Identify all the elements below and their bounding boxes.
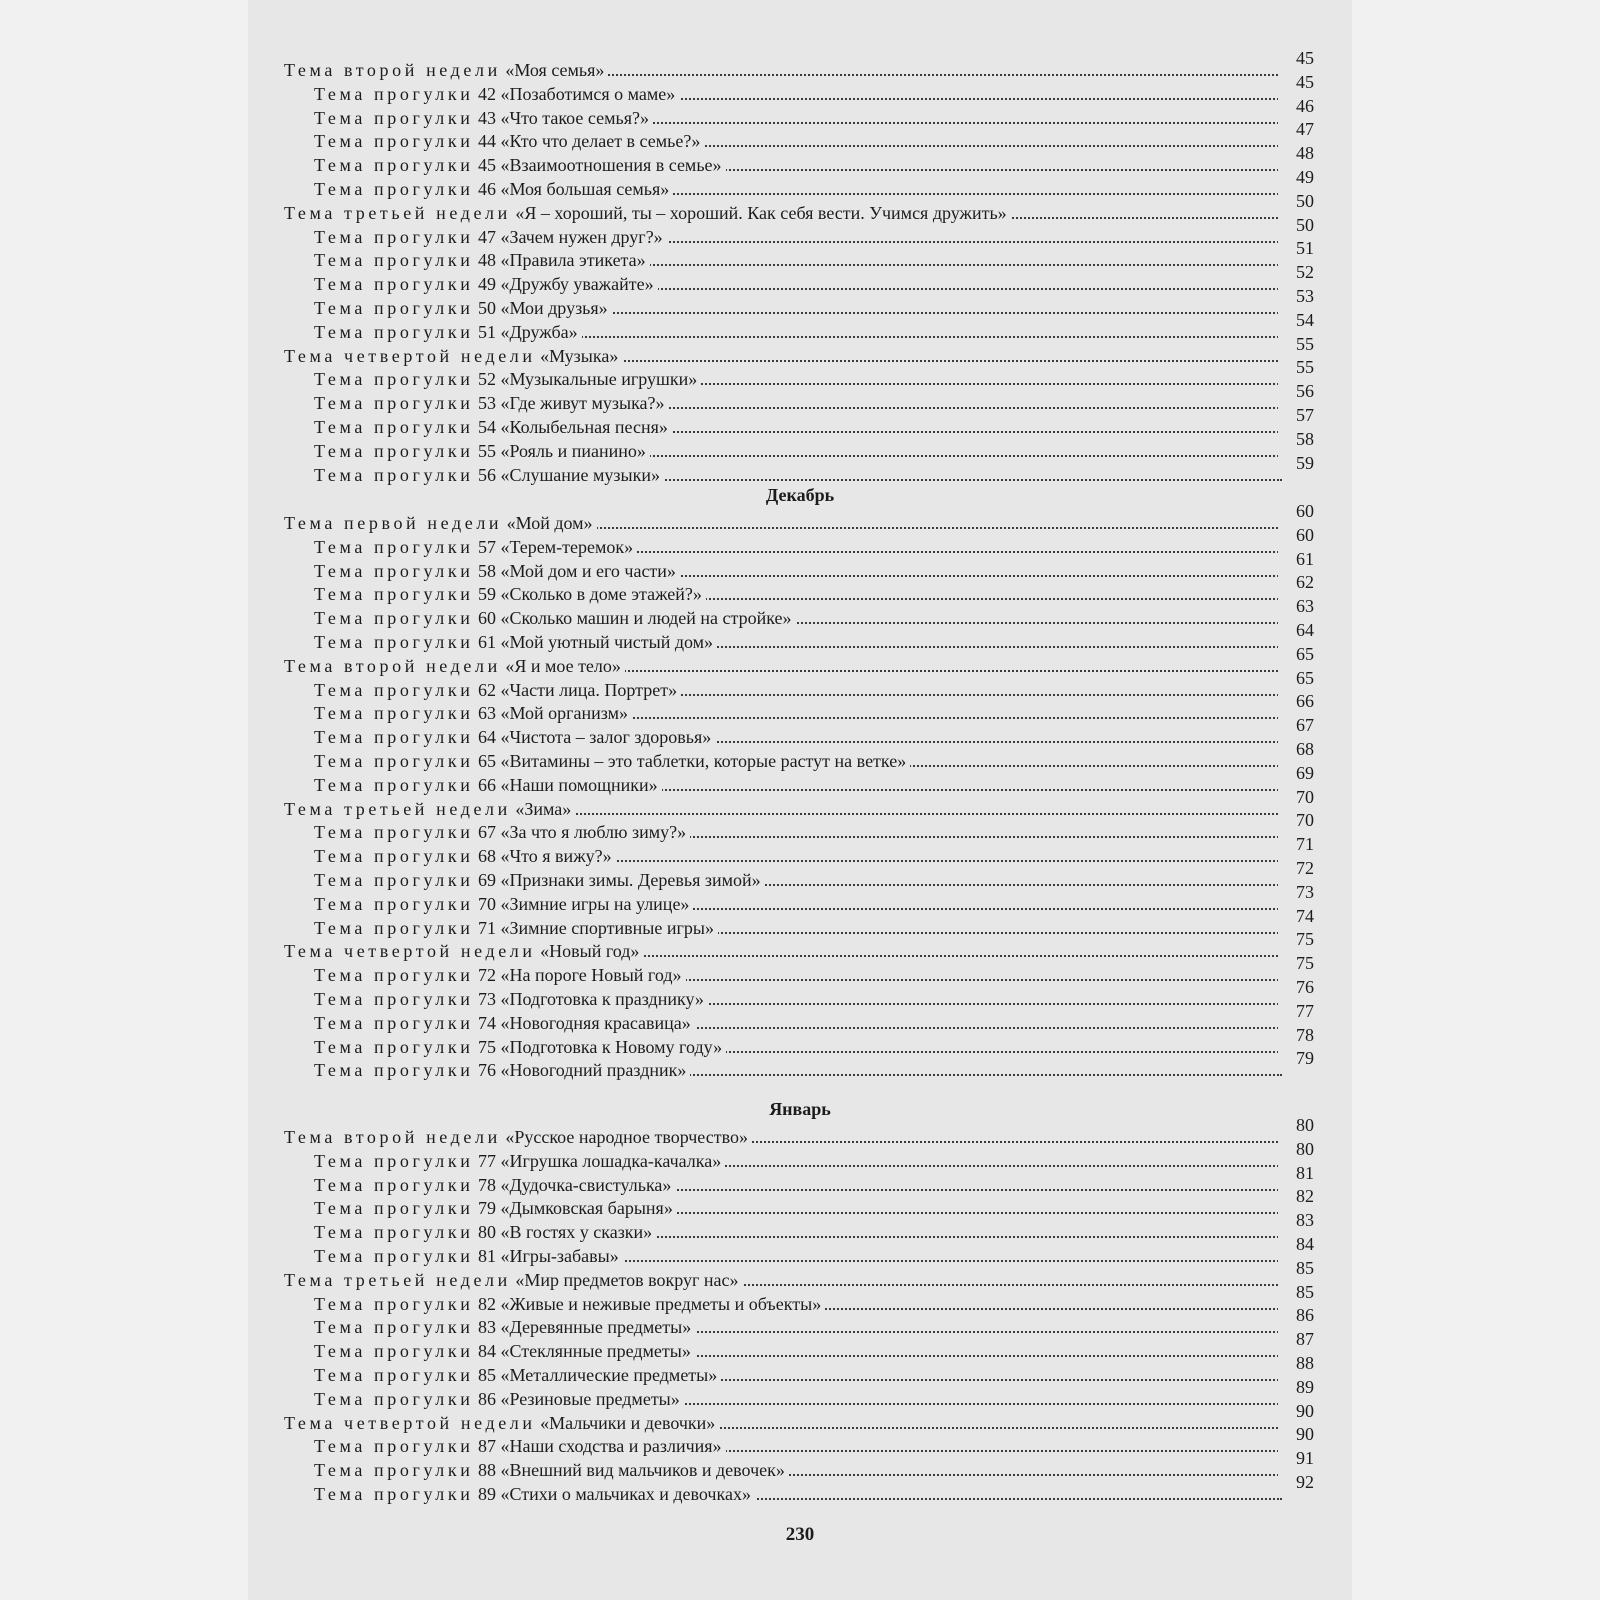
toc-walk-entry [0,286,1600,320]
toc-entry-prefix: Тема прогулки [314,1150,474,1171]
toc-walk-entry [0,1424,1600,1458]
toc-page-number: 85 [1278,1256,1314,1280]
toc-entry-prefix: Тема прогулки [314,560,474,581]
toc-entry-title: 83 «Деревянные предметы» [477,1317,692,1338]
toc-walk-entry [0,739,1600,773]
toc-entry-title: 79 «Дымковская барыня» [477,1198,673,1219]
toc-page-number: 47 [1278,117,1314,141]
toc-entry-label [314,296,612,320]
toc-entry-prefix: Тема прогулки [314,274,474,295]
toc-page-number: 60 [1278,523,1314,547]
toc-entry-label [284,797,575,821]
toc-entry-label [314,963,686,987]
toc-entry-title: 89 «Стихи о мальчиках и девочках» [477,1484,751,1504]
toc-page-number: 90 [1278,1399,1314,1423]
toc-entry-prefix: Тема первой недели [284,513,503,533]
toc-entry-prefix: Тема прогулки [314,846,474,867]
toc-entry-title: «Я – хороший, ты – хороший. Как себя вести. Учимся дружить» [515,202,1007,223]
toc-entry-prefix: Тема прогулки [314,1317,474,1338]
toc-entry-label [314,916,718,940]
toc-page-number: 65 [1278,642,1314,666]
toc-week-entry [0,929,1600,963]
toc-walk-entry [0,381,1600,415]
toc-page-number: 73 [1278,880,1314,904]
toc-entry-title: 64 «Чистота – залог здоровья» [477,727,712,748]
toc-entry-prefix: Тема прогулки [314,1484,474,1504]
toc-entry-prefix: Тема прогулки [314,1436,474,1457]
toc-entry-title: 60 «Сколько машин и людей на стройке» [477,608,792,629]
toc-page-number: 54 [1278,308,1314,332]
toc-walk-entry [0,977,1600,1011]
toc-entry-title: «Новый год» [540,941,640,962]
page-number: 230 [785,1524,815,1545]
toc-entry-prefix: Тема прогулки [314,226,474,247]
toc-entry-title: 61 «Мой уютный чистый дом» [477,632,714,652]
toc-entry-label [314,1387,684,1411]
toc-entry-title: 67 «За что я люблю зиму?» [477,822,687,843]
toc-entry-label [314,225,667,249]
toc-entry-title: 71 «Зимние спортивные игры» [477,917,714,938]
toc-entry-label [314,1363,721,1387]
toc-week-entry [0,786,1600,821]
toc-entry-title: 74 «Новогодняя красавица» [477,1012,691,1033]
toc-entry-prefix: Тема третьей недели [284,798,511,819]
toc-entry-label [284,1268,742,1292]
toc-walk-entry [0,309,1600,344]
toc-page-number: 81 [1278,1161,1314,1185]
toc-page-number: 75 [1278,927,1314,951]
toc-walk-entry [0,1329,1600,1363]
toc-walk-entry [0,71,1600,106]
toc-entry-label [314,1173,675,1197]
toc-entry-prefix: Тема прогулки [314,751,474,771]
toc-walk-entry [0,262,1600,296]
toc-entry-label [314,535,637,559]
toc-entry-prefix: Тема прогулки [314,440,474,461]
toc-walk-entry [0,1305,1600,1339]
toc-entry-prefix: Тема прогулки [314,584,474,605]
toc-entry-label [314,701,632,725]
toc-walk-entry [0,1448,1600,1482]
toc-walk-entry [0,1186,1600,1220]
toc-entry-label [284,1411,719,1435]
toc-entry-prefix: Тема прогулки [314,1365,474,1385]
toc-page-number: 74 [1278,904,1314,928]
toc-walk-entry [0,953,1600,987]
toc-entry-title: 45 «Взаимоотношения в семье» [477,155,722,176]
toc-week-entry [0,643,1600,678]
toc-entry-label [284,654,625,678]
toc-page-number: 77 [1278,999,1314,1023]
toc-entry-prefix: Тема прогулки [314,1341,474,1362]
toc-walk-entry [0,762,1600,797]
toc-page-number: 88 [1278,1351,1314,1375]
toc-entry-label [314,248,650,272]
toc-entry-title: 54 «Колыбельная песня» [477,417,668,437]
toc-walk-entry [0,1281,1600,1316]
toc-page-number: 85 [1278,1280,1314,1304]
month-heading: Декабрь [765,485,835,505]
toc-entry-title: 55 «Рояль и пианино» [477,440,646,461]
toc-entry-label [284,344,622,368]
toc-week-entry [0,48,1600,82]
toc-entry-prefix: Тема прогулки [314,1246,474,1266]
toc-entry-prefix: Тема прогулки [314,1460,474,1481]
toc-entry-label [314,367,701,391]
toc-page-number: 70 [1278,808,1314,832]
toc-week-entry [0,333,1600,368]
toc-entry-prefix: Тема прогулки [314,155,474,176]
toc-walk-entry [0,167,1600,201]
toc-entry-prefix: Тема прогулки [314,536,474,557]
toc-entry-prefix: Тема прогулки [314,393,474,414]
toc-entry-prefix: Тема прогулки [314,83,474,104]
toc-page-number: 82 [1278,1184,1314,1208]
toc-page-number: 70 [1278,785,1314,809]
toc-entry-prefix: Тема третьей недели [284,202,511,223]
toc-entry-label [314,892,693,916]
toc-walk-entry [0,1353,1600,1387]
toc-entry-prefix: Тема прогулки [314,989,474,1009]
toc-walk-entry [0,1210,1600,1244]
toc-entry-prefix: Тема третьей недели [284,1269,511,1290]
toc-page-number: 84 [1278,1232,1314,1256]
toc-entry-title: 58 «Мой дом и его части» [477,560,676,581]
toc-entry-prefix: Тема прогулки [314,727,474,748]
toc-entry-label [314,1434,726,1458]
toc-walk-entry [0,428,1600,463]
toc-entry-title: 46 «Моя большая семья» [477,179,670,199]
toc-page-number: 86 [1278,1303,1314,1327]
toc-entry-title: 66 «Наши помощники» [477,774,658,795]
toc-entry-label [314,868,765,892]
toc-entry-prefix: Тема второй недели [284,60,501,80]
toc-page-number: 49 [1278,165,1314,189]
toc-page-number: 53 [1278,284,1314,308]
toc-page-number: 71 [1278,832,1314,856]
toc-entry-prefix: Тема прогулки [314,250,474,271]
toc-entry-label [314,1011,695,1035]
toc-entry-label [314,153,726,177]
toc-page-number: 80 [1278,1113,1314,1137]
toc-entry-title: 78 «Дудочка-свистулька» [477,1174,672,1195]
toc-entry-label [314,630,717,654]
toc-page-number: 75 [1278,951,1314,975]
toc-page-number: 80 [1278,1137,1314,1161]
toc-entry-prefix: Тема прогулки [314,321,474,342]
toc-entry-label [314,987,708,1011]
toc-entry-label [314,439,650,463]
toc-entry-title: 72 «На пороге Новый год» [477,965,682,986]
toc-entry-title: 56 «Слушание музыки» [477,464,661,485]
toc-page-number: 50 [1278,213,1314,237]
toc-page-number: 56 [1278,379,1314,403]
toc-entry-title: «Мой дом» [506,513,593,533]
toc-page-number: 91 [1278,1446,1314,1470]
toc-entry-label [314,1220,656,1244]
toc-page-number: 58 [1278,427,1314,451]
toc-entry-label [314,106,653,130]
toc-page-number: 46 [1278,94,1314,118]
toc-entry-label [314,1339,695,1363]
toc-page-number: 67 [1278,713,1314,737]
toc-entry-prefix: Тема прогулки [314,107,474,128]
toc-entry-title: 65 «Витамины – это таблетки, которые растут на ветке» [477,751,907,771]
toc-entry-title: 59 «Сколько в доме этажей?» [477,584,702,605]
toc-entry-title: 51 «Дружба» [477,321,578,342]
toc-page-number: 63 [1278,594,1314,618]
toc-walk-entry [0,572,1600,606]
toc-entry-label [314,177,673,201]
toc-page-number: 57 [1278,403,1314,427]
toc-entry-title: 88 «Внешний вид мальчиков и девочек» [477,1460,785,1481]
toc-page-number: 89 [1278,1375,1314,1399]
toc-entry-title: 68 «Что я вижу?» [477,846,612,867]
toc-walk-entry [0,1472,1600,1506]
toc-entry-title: «Музыка» [540,345,619,366]
toc-walk-entry [0,524,1600,559]
toc-entry-label [314,463,664,487]
toc-page-number: 78 [1278,1023,1314,1047]
toc-entry-title: 43 «Что такое семья?» [477,107,649,128]
toc-entry-prefix: Тема второй недели [284,1127,501,1147]
toc-entry-title: 80 «В гостях у сказки» [477,1222,653,1243]
toc-entry-prefix: Тема четвертой недели [284,1412,536,1433]
toc-entry-title: 44 «Кто что делает в семье?» [477,131,701,152]
toc-entry-title: 81 «Игры-забавы» [477,1246,619,1266]
toc-entry-title: 85 «Металлические предметы» [477,1365,718,1385]
toc-walk-entry [0,357,1600,391]
toc-page-number: 72 [1278,856,1314,880]
toc-week-entry [0,190,1600,225]
toc-entry-prefix: Тема прогулки [314,774,474,795]
toc-walk-entry [0,905,1600,940]
toc-walk-entry [0,548,1600,583]
toc-entry-label [314,1292,825,1316]
toc-entry-prefix: Тема прогулки [314,417,474,437]
toc-entry-title: 50 «Мои друзья» [477,298,608,318]
toc-page-number: 45 [1278,70,1314,94]
toc-entry-title: 76 «Новогодний праздник» [477,1060,687,1081]
month-heading: Январь [769,1099,831,1119]
toc-week-entry [0,1400,1600,1435]
toc-page-number: 59 [1278,451,1314,475]
toc-entry-title: 47 «Зачем нужен друг?» [477,226,663,247]
toc-entry-prefix: Тема прогулки [314,1222,474,1243]
toc-page-number: 92 [1278,1470,1314,1494]
toc-entry-label [314,1458,789,1482]
toc-entry-prefix: Тема прогулки [314,608,474,629]
toc-page-number: 87 [1278,1327,1314,1351]
toc-entry-prefix: Тема прогулки [314,1012,474,1033]
toc-walk-entry [0,691,1600,725]
toc-entry-prefix: Тема прогулки [314,965,474,986]
toc-entry-prefix: Тема прогулки [314,1174,474,1195]
toc-entry-title: 52 «Музыкальные игрушки» [477,369,698,390]
toc-entry-title: «Моя семья» [505,60,605,80]
toc-entry-label [314,391,669,415]
toc-walk-entry [0,667,1600,702]
toc-walk-entry [0,834,1600,868]
toc-entry-label [314,1035,726,1059]
toc-week-entry [0,501,1600,535]
toc-entry-label [314,559,680,583]
toc-entry-prefix: Тема прогулки [314,893,474,914]
toc-entry-label [284,201,1011,225]
toc-walk-entry [0,1000,1600,1035]
toc-entry-label [314,582,706,606]
toc-walk-entry [0,715,1600,749]
toc-entry-title: 48 «Правила этикета» [477,250,646,271]
toc-entry-title: 63 «Мой организм» [477,703,629,724]
toc-walk-entry [0,596,1600,630]
toc-entry-prefix: Тема прогулки [314,632,474,652]
toc-entry-title: «Русское народное творчество» [505,1127,748,1147]
toc-entry-title: 87 «Наши сходства и различия» [477,1436,722,1457]
toc-entry-title: 75 «Подготовка к Новому году» [477,1036,723,1057]
toc-page-number: 66 [1278,689,1314,713]
toc-entry-title: 82 «Живые и неживые предметы и объекты» [477,1293,822,1314]
toc-walk-entry [0,119,1600,153]
toc-page-number: 79 [1278,1046,1314,1070]
toc-walk-entry [0,1048,1600,1082]
toc-entry-label [314,272,658,296]
toc-walk-entry [0,238,1600,272]
toc-entry-label [314,1244,623,1268]
toc-entry-label [314,82,679,106]
toc-page-number: 50 [1278,189,1314,213]
toc-walk-entry [0,810,1600,844]
toc-entry-label [314,773,662,797]
toc-entry-title: 57 «Терем-теремок» [477,536,634,557]
toc-entry-label [314,606,796,630]
toc-page-number: 60 [1278,499,1314,523]
toc-entry-prefix: Тема прогулки [314,1060,474,1081]
toc-page-number: 48 [1278,141,1314,165]
toc-page-number: 52 [1278,260,1314,284]
toc-entry-label [314,820,690,844]
toc-entry-title: «Я и мое тело» [505,655,621,676]
toc-entry-title: 42 «Позаботимся о маме» [477,83,676,104]
toc-entry-prefix: Тема прогулки [314,179,474,199]
toc-entry-prefix: Тема прогулки [314,298,474,318]
toc-entry-prefix: Тема прогулки [314,822,474,843]
toc-entry-label [314,1482,755,1506]
toc-entry-prefix: Тема прогулки [314,1388,474,1409]
toc-entry-title: 62 «Части лица. Портрет» [477,679,678,700]
toc-walk-entry [0,1162,1600,1197]
toc-entry-label [314,1315,695,1339]
toc-entry-label [314,749,910,773]
toc-entry-prefix: Тема четвертой недели [284,345,536,366]
toc-entry-label [284,58,608,82]
toc-entry-label [284,939,643,963]
toc-week-entry [0,1257,1600,1292]
toc-entry-title: «Зима» [515,798,572,819]
toc-entry-title: 86 «Резиновые предметы» [477,1388,680,1409]
toc-walk-entry [0,214,1600,249]
toc-entry-label [314,1149,725,1173]
toc-entry-title: «Мальчики и девочки» [540,1412,716,1433]
toc-entry-label [314,1058,690,1082]
toc-entry-prefix: Тема прогулки [314,870,474,890]
toc-entry-prefix: Тема прогулки [314,1293,474,1314]
toc-entry-title: 77 «Игрушка лошадка-качалка» [477,1150,722,1171]
toc-page-number: 55 [1278,355,1314,379]
toc-page-number: 55 [1278,332,1314,356]
toc-walk-entry [0,620,1600,654]
toc-entry-title: 49 «Дружбу уважайте» [477,274,654,295]
toc-page-number: 68 [1278,737,1314,761]
toc-entry-label [314,844,616,868]
toc-entry-label [314,320,582,344]
toc-page-number: 64 [1278,618,1314,642]
toc-entry-label [314,129,704,153]
toc-entry-prefix: Тема прогулки [314,679,474,700]
toc-page-number: 45 [1278,46,1314,70]
toc-page-number: 62 [1278,570,1314,594]
toc-entry-title: «Мир предметов вокруг нас» [515,1269,739,1290]
toc-walk-entry [0,143,1600,177]
toc-page-number: 69 [1278,761,1314,785]
toc-entry-label [284,1125,752,1149]
toc-walk-entry [0,881,1600,916]
toc-walk-entry [0,405,1600,439]
toc-entry-prefix: Тема прогулки [314,1198,474,1219]
toc-entry-prefix: Тема прогулки [314,131,474,152]
toc-walk-entry [0,1024,1600,1059]
toc-entry-title: 84 «Стеклянные предметы» [477,1341,691,1362]
toc-page-number: 65 [1278,666,1314,690]
toc-walk-entry [0,858,1600,892]
toc-page-number: 90 [1278,1422,1314,1446]
toc-entry-title: 53 «Где живут музыка?» [477,393,665,414]
toc-entry-title: 73 «Подготовка к празднику» [477,989,704,1009]
toc-entry-prefix: Тема прогулки [314,369,474,390]
toc-entry-title: 69 «Признаки зимы. Деревья зимой» [477,870,761,890]
toc-walk-entry [0,95,1600,130]
toc-entry-label [284,511,597,535]
toc-entry-prefix: Тема прогулки [314,703,474,724]
toc-entry-prefix: Тема прогулки [314,1036,474,1057]
toc-entry-label [314,725,715,749]
toc-entry-title: 70 «Зимние игры на улице» [477,893,690,914]
toc-entry-prefix: Тема прогулки [314,464,474,485]
toc-walk-entry [0,1376,1600,1411]
toc-entry-prefix: Тема четвертой недели [284,941,536,962]
toc-entry-label [314,678,681,702]
toc-entry-label [314,1196,677,1220]
toc-entry-prefix: Тема второй недели [284,655,501,676]
toc-page-number: 83 [1278,1208,1314,1232]
toc-entry-label [314,415,672,439]
toc-entry-prefix: Тема прогулки [314,917,474,938]
toc-week-entry [0,1115,1600,1149]
toc-walk-entry [0,1138,1600,1173]
toc-page-number: 61 [1278,547,1314,571]
toc-page-number: 76 [1278,975,1314,999]
toc-walk-entry [0,1234,1600,1268]
toc-page-number: 51 [1278,236,1314,260]
